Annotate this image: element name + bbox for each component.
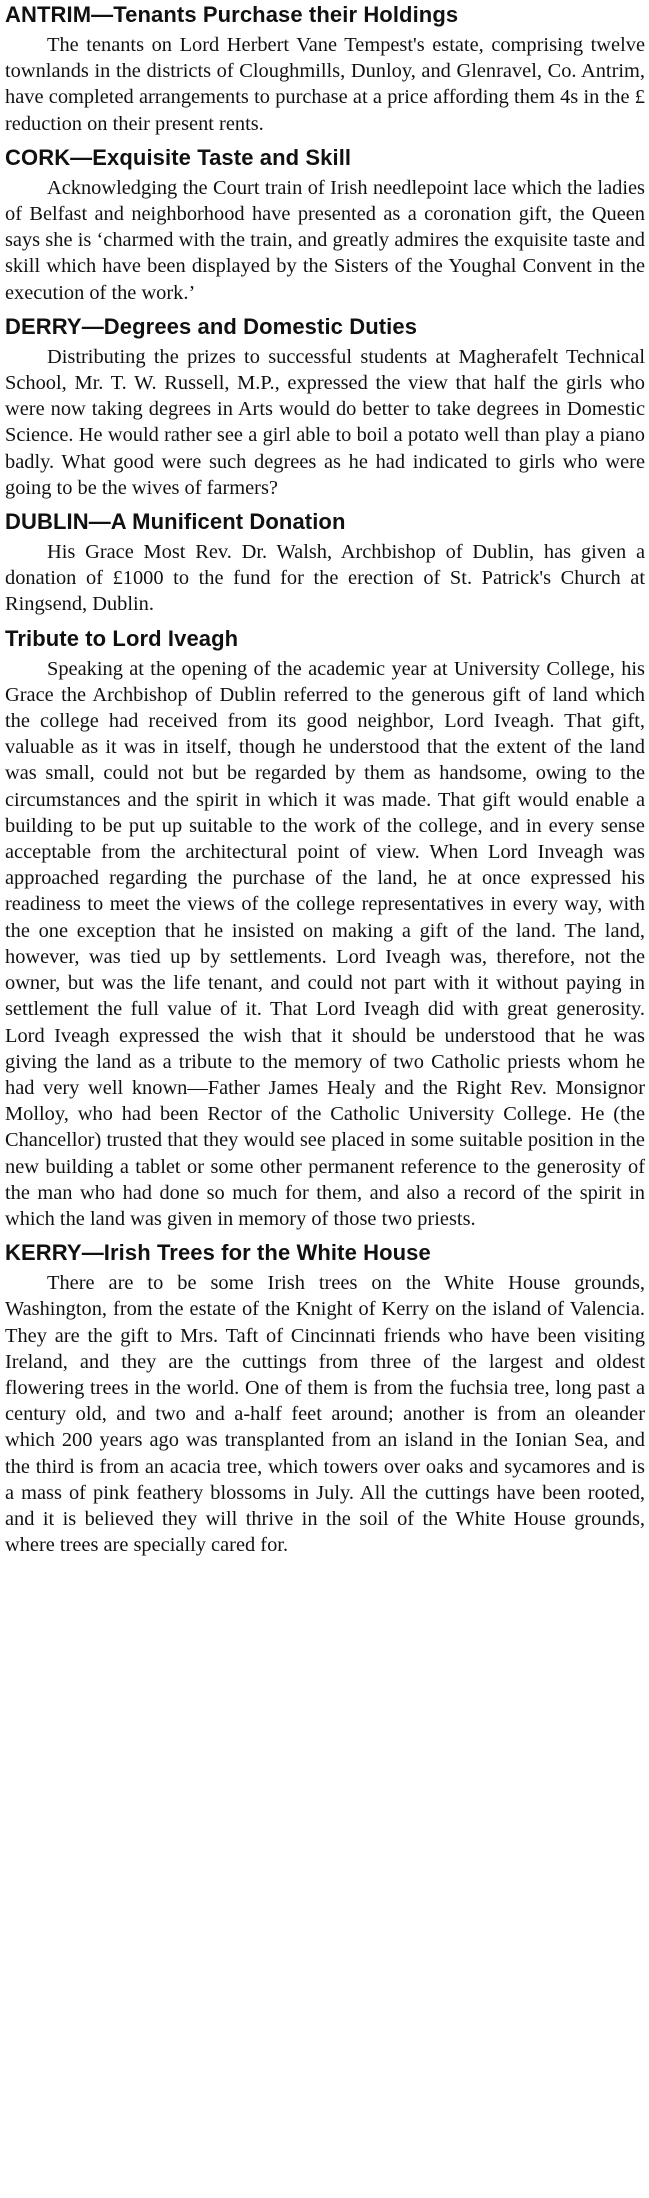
article-heading: CORK—Exquisite Taste and Skill	[5, 144, 352, 170]
article-heading: DERRY—Degrees and Domestic Duties	[5, 313, 418, 339]
article-body: There are to be some Irish trees on the White House grounds, Washington, from the estate of the Knight of Kerry on the island of Valencia. They are the gift to Mrs. Taft of Cincinnati friends who have been visiting Ireland, and they are the cuttings from three of the largest and oldest flowering trees in the world. One of them is from the fuchsia tree, long past a century old, and two and a-half feet around; another is from an oleander which 200 years ago was transplanted from an island in the Ionian Sea, and the third is from an acacia tree, which towers over oaks and sycamores and is a mass of pink feathery blossoms in July. All the cuttings have been rooted, and it is believed they will thrive in the soil of the White House grounds, where trees are specially cared for.	[5, 1272, 645, 1557]
article-heading: KERRY—Irish Trees for the White House	[5, 1240, 431, 1266]
article-heading: DUBLIN—A Munificent Donation	[5, 509, 346, 535]
article-heading: ANTRIM—Tenants Purchase their Holdings	[5, 2, 459, 27]
article-body: Acknowledging the Court train of Irish needlepoint lace which the ladies of Belfast and neighborhood have presented as a coronation gift, the Queen says she is ‘charmed with the train, and greatly admires the exquisite taste and skill which have been displayed by the Sisters of the Youghal Convent in the execution of the work.’	[5, 176, 645, 304]
article-body: Speaking at the opening of the academic year at University College, his Grace the Archbishop of Dublin referred to the generous gift of land which the college had received from its good neighbor, Lord Iveagh. That gift, valuable as it was in itself, though he understood that the extent of the land was small, could not but be regarded by them as handsome, owing to the circumstances and the spirit in which it was made. That gift would enable a building to be put up suitable to the work of the college, and in every sense acceptable from the architectural point of view. When Lord Inveagh was approached regarding the purchase of the land, he at once expressed his readiness to meet the views of the college representatives in every way, with the one exception that he insisted on making a gift of the land. The land, however, was tied up by settlements. Lord Iveagh was, therefore, not the owner, but was the life tenant, and could not part with it without paying in settlement the full value of it. That Lord Iveagh did with great generosity. Lord Iveagh expressed the wish that it should be understood that he was giving the land as a tribute to the memory of two Catholic priests whom he had very well known—Father James Healy and the Right Rev. Monsignor Molloy, who had been Rector of the Catholic University College. He (the Chancellor) trusted that they would see placed in some suitable position in the new building a tablet or some other permanent reference to the generosity of the man who had done so much for them, and also a record of the spirit in which the land was given in memory of those two priests.	[5, 657, 645, 1230]
article-kerry	[5, 1238, 645, 1558]
article-body: His Grace Most Rev. Dr. Walsh, Archbishop of Dublin, has given a donation of £1000 to the fund for the erection of St. Patrick's Church at Ringsend, Dublin.	[5, 541, 645, 616]
article-heading: Tribute to Lord Iveagh	[5, 625, 239, 651]
article-dublin	[5, 507, 645, 618]
article-tribute-lord-iveagh	[5, 624, 645, 1232]
article-derry	[5, 312, 645, 501]
article-antrim	[5, 0, 645, 137]
article-body: The tenants on Lord Herbert Vane Tempest's estate, comprising twelve townlands in the districts of Cloughmills, Dunloy, and Glenravel, Co. Antrim, have completed arrangements to purchase at a price affording them 4s in the £ reduction on their present rents.	[5, 34, 645, 135]
article-cork	[5, 143, 645, 306]
article-body: Distributing the prizes to successful students at Magherafelt Technical School, Mr. T. W. Russell, M.P., expressed the view that half the girls who were now taking degrees in Arts would do better to take degrees in Domestic Science. He would rather see a girl able to boil a potato well than play a piano badly. What good were such degrees as he had indicated to girls who were going to be the wives of farmers?	[5, 345, 645, 499]
